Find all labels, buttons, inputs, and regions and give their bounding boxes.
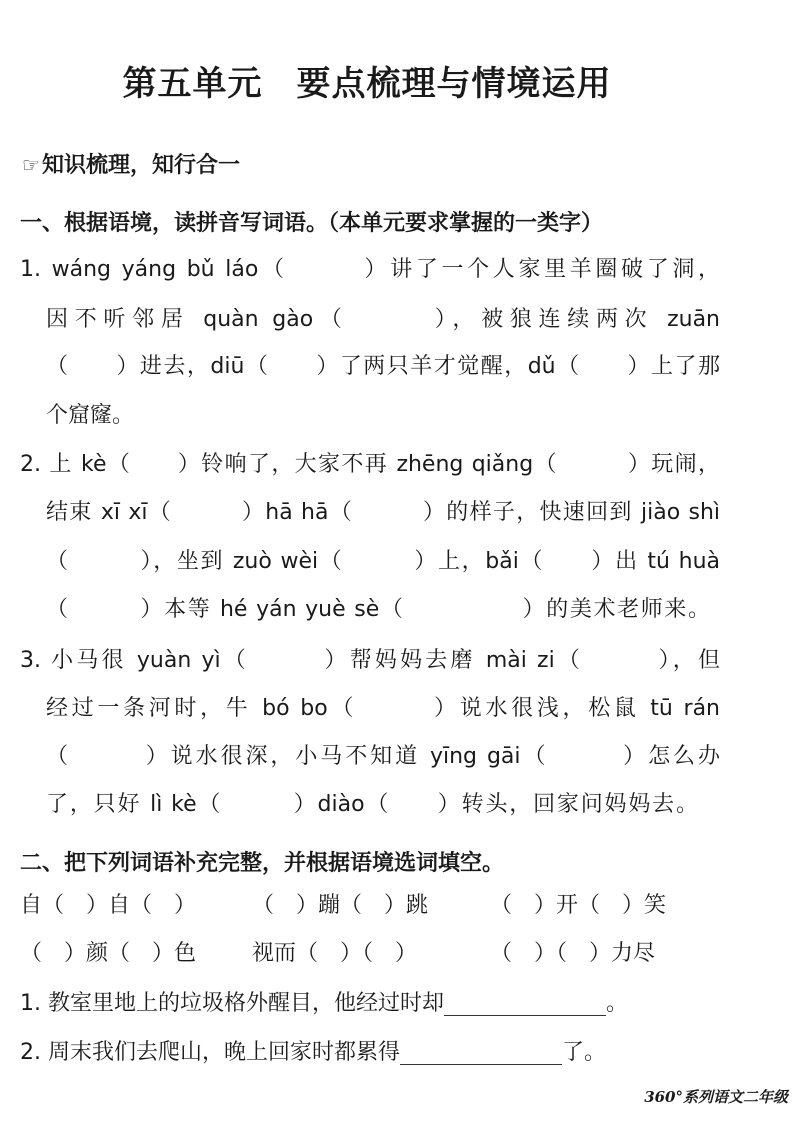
exercise-line: 3. 小马很 yuàn yì（ ）帮妈妈去磨 mài zi（ ），但 — [20, 648, 720, 673]
idiom-item: （ ）颜（ ）色 — [20, 941, 197, 966]
exercise-line: 经过一条河时，牛 bó bo（ ）说水很浅，松鼠 tū rán — [46, 696, 720, 721]
unit-label: 第五单元 — [122, 64, 263, 104]
answer-blank[interactable] — [444, 991, 606, 1016]
exercise-line: （ ）进去，diū（ ）了两只羊才觉醒，dǔ（ ）上了那 — [46, 354, 720, 379]
pointing-hand-icon: ☞ — [22, 153, 40, 177]
idiom-item: 视而（ ）（ ） — [252, 941, 418, 966]
question-end: 了。 — [562, 1040, 607, 1065]
idiom-item: 自（ ）自（ ） — [20, 893, 197, 918]
question-end: 。 — [606, 991, 629, 1016]
idiom-item: （ ）蹦（ ）跳 — [252, 893, 429, 918]
exercise-line: 了，只好 lì kè（ ）diào（ ）转头，回家问妈妈去。 — [46, 792, 698, 817]
page-footer: 360°系列语文二年级 — [644, 1088, 788, 1106]
exercise-line: 结束 xī xī（ ）hā hā（ ）的样子，快速回到 jiào shì — [46, 500, 720, 525]
exercise-line: （ ），坐到 zuò wèi（ ）上，bǎi（ ）出 tú huà — [46, 549, 720, 574]
fill-question-2 — [20, 1040, 606, 1065]
subheading — [22, 148, 240, 179]
fill-question-1 — [20, 991, 628, 1016]
section-2-heading: 二、把下列词语补充完整，并根据语境选词填空。 — [20, 851, 505, 876]
exercise-line: 个窟窿。 — [46, 403, 135, 428]
exercise-line: （ ）说水很深，小马不知道 yīng gāi（ ）怎么办 — [46, 744, 720, 769]
section-1-heading: 一、根据语境，读拼音写词语。（本单元要求掌握的一类字） — [20, 211, 604, 236]
answer-blank[interactable] — [400, 1040, 562, 1065]
exercise-line: （ ）本等 hé yán yuè sè（ ）的美术老师来。 — [46, 597, 710, 622]
idiom-item: （ ）（ ）力尽 — [490, 941, 656, 966]
unit-topic: 要点梳理与情境运用 — [296, 64, 612, 104]
exercise-line: 2. 上 kè（ ）铃响了，大家不再 zhēng qiǎng（ ）玩闹， — [20, 452, 720, 477]
question-text: 1. 教室里地上的垃圾格外醒目，他经过时却 — [20, 991, 444, 1016]
subheading-text: 知识梳理，知行合一 — [41, 153, 240, 178]
exercise-line: 1. wáng yáng bǔ láo（ ）讲了一个人家里羊圈破了洞， — [20, 257, 720, 282]
page-title — [0, 56, 734, 105]
question-text: 2. 周末我们去爬山，晚上回家时都累得 — [20, 1040, 400, 1065]
idiom-item: （ ）开（ ）笑 — [490, 893, 667, 918]
exercise-line: 因不听邻居 quàn gào（ ），被狼连续两次 zuān — [46, 307, 720, 332]
